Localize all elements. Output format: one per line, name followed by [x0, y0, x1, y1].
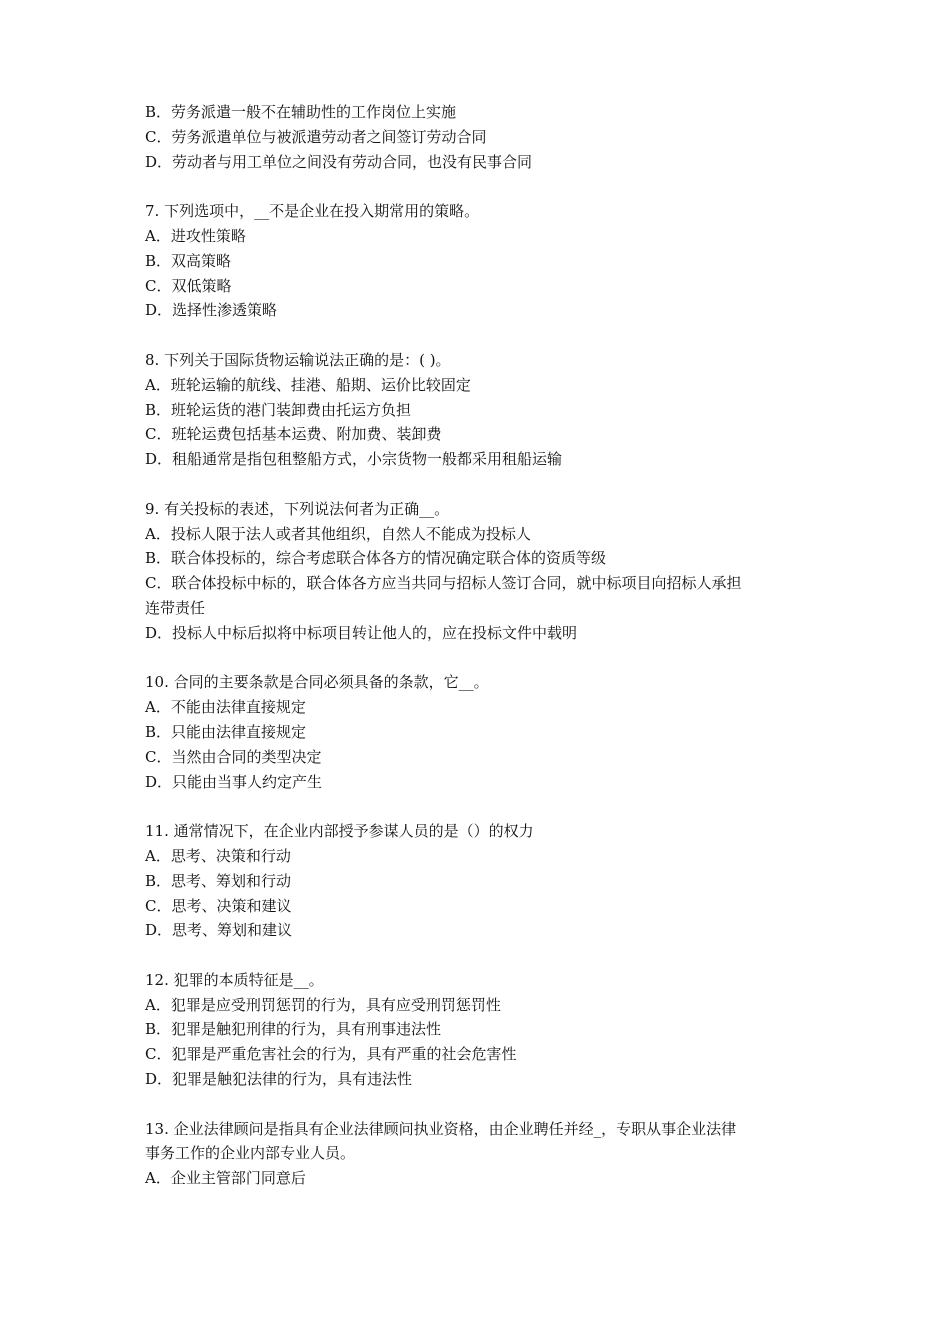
- text-line: 连带责任: [145, 598, 206, 617]
- text-line: C．当然由合同的类型决定: [145, 747, 322, 766]
- text-line: B．双高策略: [145, 251, 232, 270]
- question-block: [145, 199, 817, 323]
- question-list: [145, 100, 817, 1191]
- text-line: A．思考、决策和行动: [145, 846, 291, 865]
- paragraph-gap: [145, 1092, 817, 1117]
- text-line: 9. 有关投标的表述，下列说法何者为正确__。: [145, 499, 450, 518]
- text-line: 7. 下列选项中，__不是企业在投入期常用的策略。: [145, 202, 480, 221]
- text-line: A．企业主管部门同意后: [145, 1169, 306, 1188]
- text-line: B．犯罪是触犯刑律的行为，具有刑事违法性: [145, 1020, 442, 1039]
- paragraph-gap: [145, 646, 817, 671]
- text-line: C．班轮运费包括基本运费、附加费、装卸费: [145, 425, 442, 444]
- text-line: C．思考、决策和建议: [145, 896, 292, 915]
- text-line: 11. 通常情况下，在企业内部授予参谋人员的是（）的权力: [145, 822, 534, 841]
- text-line: D．只能由当事人约定产生: [145, 772, 323, 791]
- text-line: 13. 企业法律顾问是指具有企业法律顾问执业资格，由企业聘任并经_，专职从事企业法律: [145, 1119, 737, 1138]
- text-line: D．劳动者与用工单位之间没有劳动合同，也没有民事合同: [145, 152, 533, 171]
- text-line: 8. 下列关于国际货物运输说法正确的是：( )。: [145, 350, 451, 369]
- text-line: B．劳务派遣一般不在辅助性的工作岗位上实施: [145, 103, 457, 121]
- text-line: 12. 犯罪的本质特征是__。: [145, 970, 324, 989]
- text-line: A．进攻性策略: [145, 226, 246, 245]
- text-line: D．投标人中标后拟将中标项目转让他人的，应在投标文件中载明: [145, 623, 578, 642]
- paragraph-gap: [145, 794, 817, 819]
- text-line: C．劳务派遣单位与被派遣劳动者之间签订劳动合同: [145, 127, 487, 146]
- text-line: B．班轮运货的港门装卸费由托运方负担: [145, 400, 412, 419]
- text-line: D．思考、筹划和建议: [145, 921, 293, 940]
- paragraph-gap: [145, 472, 817, 497]
- text-line: C．犯罪是严重危害社会的行为，具有严重的社会危害性: [145, 1045, 517, 1064]
- text-line: A．不能由法律直接规定: [145, 698, 306, 717]
- question-block: [145, 819, 817, 943]
- question-block: [145, 968, 817, 1092]
- text-line: B．思考、筹划和行动: [145, 871, 292, 890]
- text-line: D．犯罪是触犯法律的行为，具有违法性: [145, 1070, 413, 1089]
- question-block: [145, 670, 817, 794]
- paragraph-gap: [145, 943, 817, 968]
- text-line: C．双低策略: [145, 276, 232, 295]
- text-line: A．班轮运输的航线、挂港、船期、运价比较固定: [145, 375, 471, 394]
- text-line: A．投标人限于法人或者其他组织，自然人不能成为投标人: [145, 524, 531, 543]
- question-block: [145, 497, 817, 646]
- paragraph-gap: [145, 174, 817, 199]
- text-line: D．选择性渗透策略: [145, 301, 278, 320]
- text-line: B．只能由法律直接规定: [145, 722, 307, 741]
- text-line: A．犯罪是应受刑罚惩罚的行为，具有应受刑罚惩罚性: [145, 995, 501, 1014]
- question-block: [145, 348, 817, 472]
- text-line: D．租船通常是指包租整船方式，小宗货物一般都采用租船运输: [145, 450, 563, 469]
- question-block: [145, 100, 817, 174]
- text-line: 事务工作的企业内部专业人员。: [145, 1144, 356, 1163]
- text-line: C．联合体投标中标的，联合体各方应当共同与招标人签订合同，就中标项目向招标人承担: [145, 574, 742, 593]
- paragraph-gap: [145, 323, 817, 348]
- text-line: B．联合体投标的，综合考虑联合体各方的情况确定联合体的资质等级: [145, 549, 607, 568]
- text-line: 10. 合同的主要条款是合同必须具备的条款，它__。: [145, 673, 489, 692]
- question-block: [145, 1117, 817, 1191]
